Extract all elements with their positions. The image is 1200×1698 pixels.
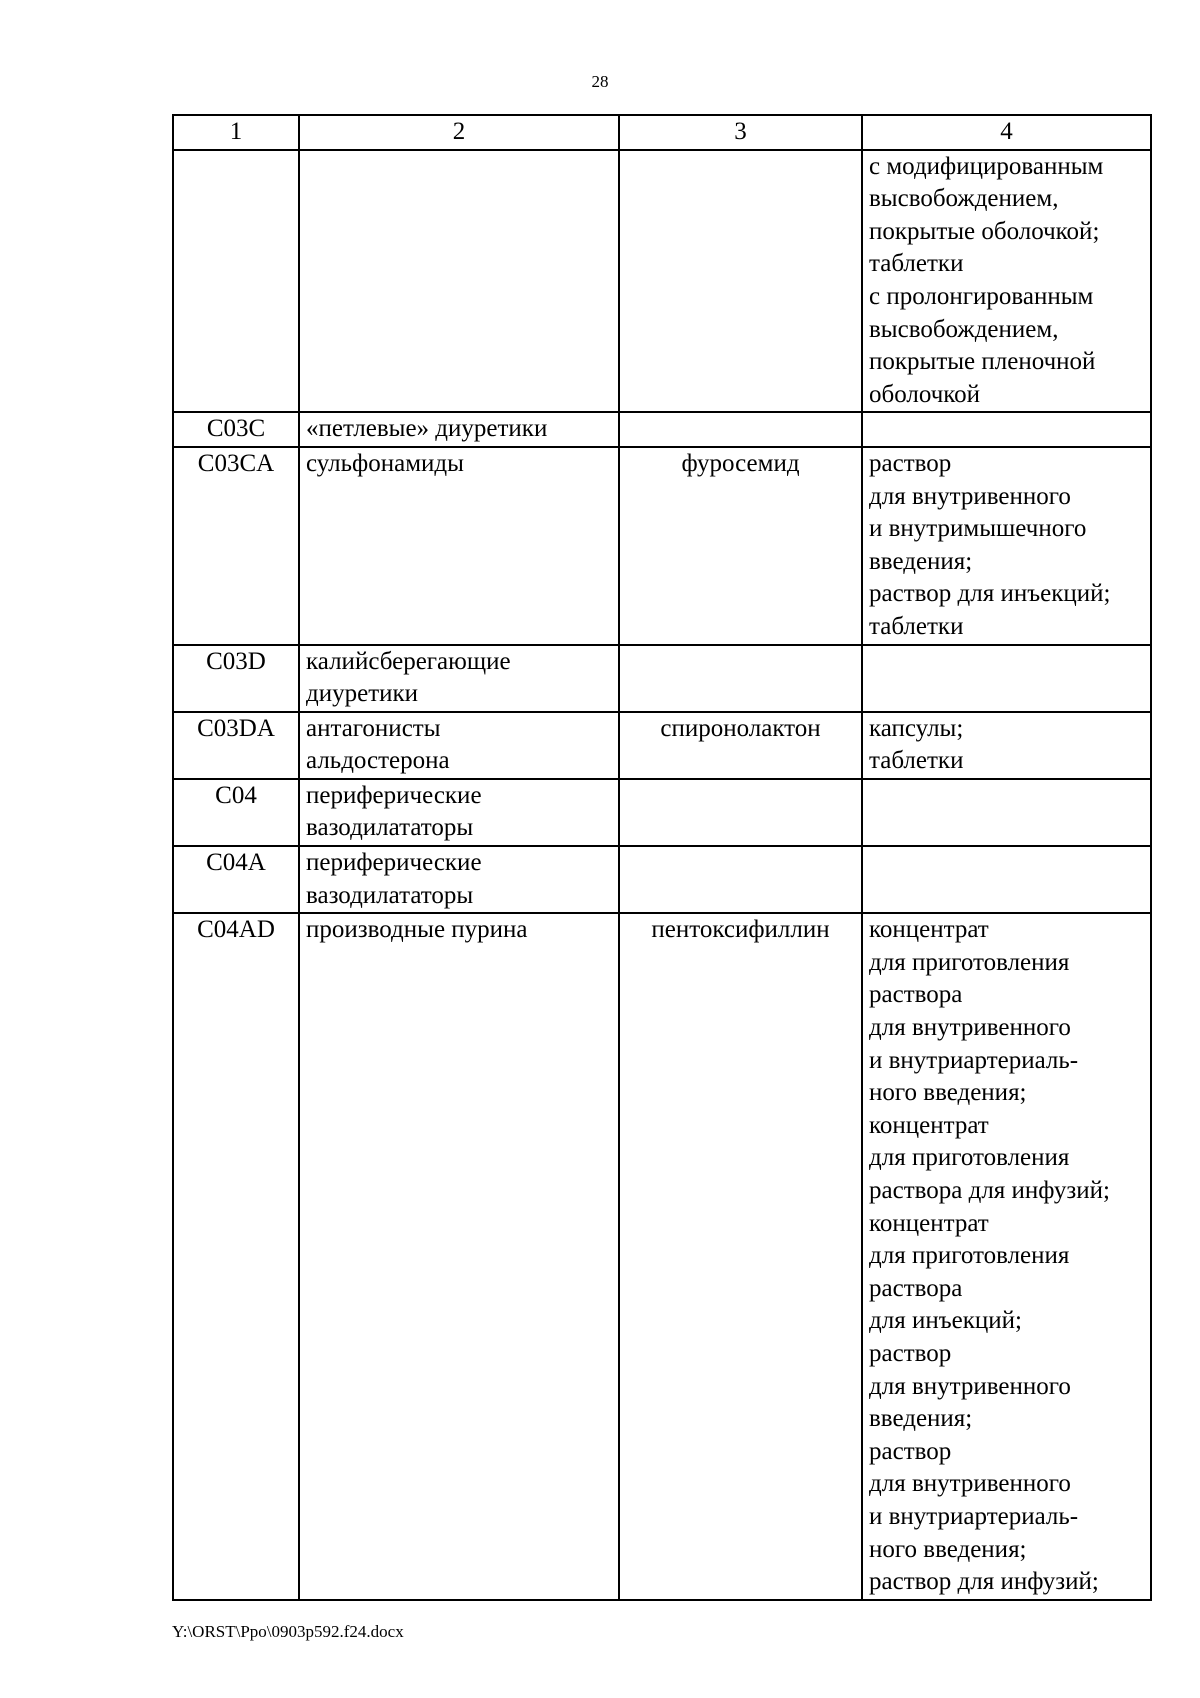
drug-inn-cell — [619, 779, 862, 846]
group-name-cell — [299, 913, 619, 1599]
header-row — [173, 115, 1151, 150]
drug-inn-cell: фуросемид — [619, 447, 862, 645]
dosage-form-line: раствор для инъекций; — [869, 580, 1111, 608]
drug-inn-cell — [619, 645, 862, 712]
dosage-form-line: с модифицированным — [869, 152, 1104, 180]
header-cell-2: 2 — [299, 115, 619, 150]
atc-code-cell: C03DA — [173, 712, 299, 779]
atc-code-cell — [173, 150, 299, 413]
dosage-form-line: с пролонгированным — [869, 282, 1094, 310]
group-name-line: периферические — [306, 781, 482, 809]
header-cell-1: 1 — [173, 115, 299, 150]
dosage-form-line: раствор для инфузий; — [869, 1568, 1099, 1596]
dosage-form-line: оболочкой — [869, 380, 981, 408]
table-row — [173, 712, 1151, 779]
dosage-form-line: для внутривенного — [869, 1014, 1071, 1042]
dosage-form-line: концентрат — [869, 1209, 989, 1237]
group-name-line: сульфонамиды — [306, 449, 464, 477]
dosage-form-line: раствор — [869, 449, 952, 477]
dosage-form-line: концентрат — [869, 1111, 989, 1139]
table-row — [173, 645, 1151, 712]
dosage-form-cell — [862, 412, 1151, 447]
page-number: 28 — [591, 72, 609, 91]
group-name-cell — [299, 645, 619, 712]
dosage-form-line: для внутривенного — [869, 1470, 1071, 1498]
group-name-cell — [299, 447, 619, 645]
dosage-form-line: для внутривенного — [869, 482, 1071, 510]
dosage-form-line: введения; — [869, 547, 973, 575]
table-row — [173, 913, 1151, 1599]
atc-code-cell: C04AD — [173, 913, 299, 1599]
dosage-form-line: капсулы; — [869, 714, 964, 742]
group-name-line: периферические — [306, 849, 482, 877]
dosage-form-line: раствор — [869, 1437, 952, 1465]
dosage-form-line: раствора — [869, 981, 963, 1009]
dosage-form-line: высвобождением, — [869, 315, 1059, 343]
group-name-cell — [299, 779, 619, 846]
dosage-form-line: для приготовления — [869, 1242, 1070, 1270]
group-name-line: калийсберегающие — [306, 647, 511, 675]
group-name-line: «петлевые» диуретики — [306, 415, 548, 443]
group-name-line: альдостерона — [306, 747, 450, 775]
group-name-line: вазодилататоры — [306, 814, 474, 842]
group-name-cell — [299, 846, 619, 913]
dosage-form-cell — [862, 150, 1151, 413]
dosage-form-line: концентрат — [869, 916, 989, 944]
header-cell-3: 3 — [619, 115, 862, 150]
table-row — [173, 779, 1151, 846]
dosage-form-line: для приготовления — [869, 948, 1070, 976]
dosage-form-line: и внутримышечного — [869, 515, 1087, 543]
dosage-form-line: раствора для инфузий; — [869, 1177, 1110, 1204]
group-name-line: производные пурина — [306, 916, 528, 944]
dosage-form-line: для приготовления — [869, 1144, 1070, 1172]
table-body — [173, 150, 1151, 1600]
dosage-form-line: и внутриартериаль- — [869, 1046, 1079, 1074]
atc-code-cell: C03D — [173, 645, 299, 712]
table-row — [173, 447, 1151, 645]
table-row — [173, 412, 1151, 447]
dosage-form-line: для инъекций; — [869, 1307, 1022, 1335]
dosage-form-line: для внутривенного — [869, 1372, 1071, 1400]
group-name-line: диуретики — [306, 680, 419, 708]
dosage-form-line: ного введения; — [869, 1079, 1027, 1107]
drug-inn-cell: спиронолактон — [619, 712, 862, 779]
dosage-form-cell — [862, 447, 1151, 645]
dosage-form-line: введения; — [869, 1405, 973, 1433]
drug-inn-cell: пентоксифиллин — [619, 913, 862, 1599]
dosage-form-line: и внутриартериаль- — [869, 1502, 1079, 1530]
dosage-form-line: высвобождением, — [869, 185, 1059, 213]
dosage-form-line: покрытые пленочной — [869, 348, 1096, 376]
atc-code-cell: C03C — [173, 412, 299, 447]
header-cell-4: 4 — [862, 115, 1151, 150]
atc-code-cell: C03CA — [173, 447, 299, 645]
table-row — [173, 150, 1151, 413]
dosage-form-line: таблетки — [869, 612, 964, 640]
group-name-line: антагонисты — [306, 714, 441, 742]
dosage-form-cell — [862, 712, 1151, 779]
dosage-form-cell — [862, 779, 1151, 846]
drug-inn-cell — [619, 846, 862, 913]
drug-inn-cell — [619, 412, 862, 447]
drug-inn-cell — [619, 150, 862, 413]
table-row — [173, 846, 1151, 913]
footer-file-path: Y:\ORST\Ppo\0903p592.f24.docx — [172, 1622, 404, 1641]
dosage-form-line: раствор — [869, 1339, 952, 1367]
dosage-form-cell — [862, 913, 1151, 1599]
dosage-form-cell — [862, 645, 1151, 712]
dosage-form-line: таблетки — [869, 747, 964, 775]
dosage-form-cell — [862, 846, 1151, 913]
dosage-form-line: ного введения; — [869, 1535, 1027, 1563]
group-name-line: вазодилататоры — [306, 881, 474, 909]
dosage-form-line: покрытые оболочкой; — [869, 217, 1100, 245]
atc-code-cell: C04A — [173, 846, 299, 913]
group-name-cell — [299, 412, 619, 447]
group-name-cell — [299, 712, 619, 779]
dosage-form-line: таблетки — [869, 250, 964, 278]
atc-code-cell: C04 — [173, 779, 299, 846]
group-name-cell — [299, 150, 619, 413]
drug-table — [172, 114, 1152, 1601]
dosage-form-line: раствора — [869, 1274, 963, 1302]
